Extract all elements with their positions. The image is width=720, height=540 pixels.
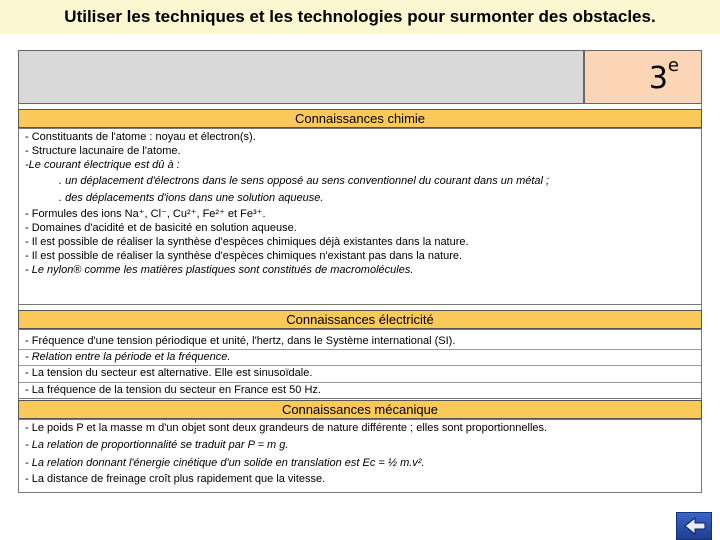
chimie-line: . des déplacements d'ions dans une solution aqueuse. xyxy=(59,192,324,204)
section-header-mecanique: Connaissances mécanique xyxy=(18,400,702,419)
row-divider xyxy=(19,382,701,383)
section-header-electricite: Connaissances électricité xyxy=(18,310,702,329)
mecanique-line: - Le poids P et la masse m d'un objet sont deux grandeurs de nature différente ; elles sont proportionnelles. xyxy=(25,422,548,434)
page-title: Utiliser les techniques et les technologies pour surmonter des obstacles. xyxy=(64,7,656,26)
chimie-line: - Domaines d'acidité et de basicité en solution aqueuse. xyxy=(25,222,297,234)
electricite-line: - La tension du secteur est alternative. Elle est sinusoïdale. xyxy=(25,367,313,379)
electricite-line: - La fréquence de la tension du secteur en France est 50 Hz. xyxy=(25,384,321,396)
back-arrow-icon xyxy=(683,517,707,535)
header-cell xyxy=(18,50,584,104)
row-divider xyxy=(19,365,701,366)
chimie-line: -Le courant électrique est dû à : xyxy=(25,159,180,171)
chimie-line: - Il est possible de réaliser la synthèse d'espèces chimiques déjà existantes dans la nature. xyxy=(25,236,469,248)
section-body-electricite xyxy=(18,329,702,399)
chimie-line: . un déplacement d'électrons dans le sens opposé au sens conventionnel du courant dans un métal ; xyxy=(59,175,550,187)
level-cell xyxy=(584,50,702,104)
chimie-line: - Formules des ions Na⁺, Cl⁻, Cu²⁺, Fe²⁺ et Fe³⁺. xyxy=(25,208,266,220)
level-label: 3e xyxy=(648,55,679,96)
row-divider xyxy=(19,349,701,350)
section-header-chimie: Connaissances chimie xyxy=(18,109,702,128)
electricite-line: - Relation entre la période et la fréquence. xyxy=(25,351,231,363)
mecanique-line: - La relation de proportionnalité se traduit par P = m g. xyxy=(25,439,289,451)
chimie-line: - Il est possible de réaliser la synthèse d'espèces chimiques n'existant pas dans la nature. xyxy=(25,250,463,262)
mecanique-line: - La distance de freinage croît plus rapidement que la vitesse. xyxy=(25,473,326,485)
section-body-chimie xyxy=(18,128,702,305)
mecanique-line: - La relation donnant l'énergie cinétique d'un solide en translation est Ec = ½ m.v². xyxy=(25,457,425,469)
electricite-line: - Fréquence d'une tension périodique et unité, l'hertz, dans le Système international (SI). xyxy=(25,335,456,347)
chimie-line: - Structure lacunaire de l'atome. xyxy=(25,145,181,157)
section-body-mecanique xyxy=(18,419,702,493)
chimie-line: - Le nylon® comme les matières plastiques sont constitués de macromolécules. xyxy=(25,264,414,276)
chimie-line: - Constituants de l'atome : noyau et électron(s). xyxy=(25,131,256,143)
back-button[interactable] xyxy=(676,512,712,540)
